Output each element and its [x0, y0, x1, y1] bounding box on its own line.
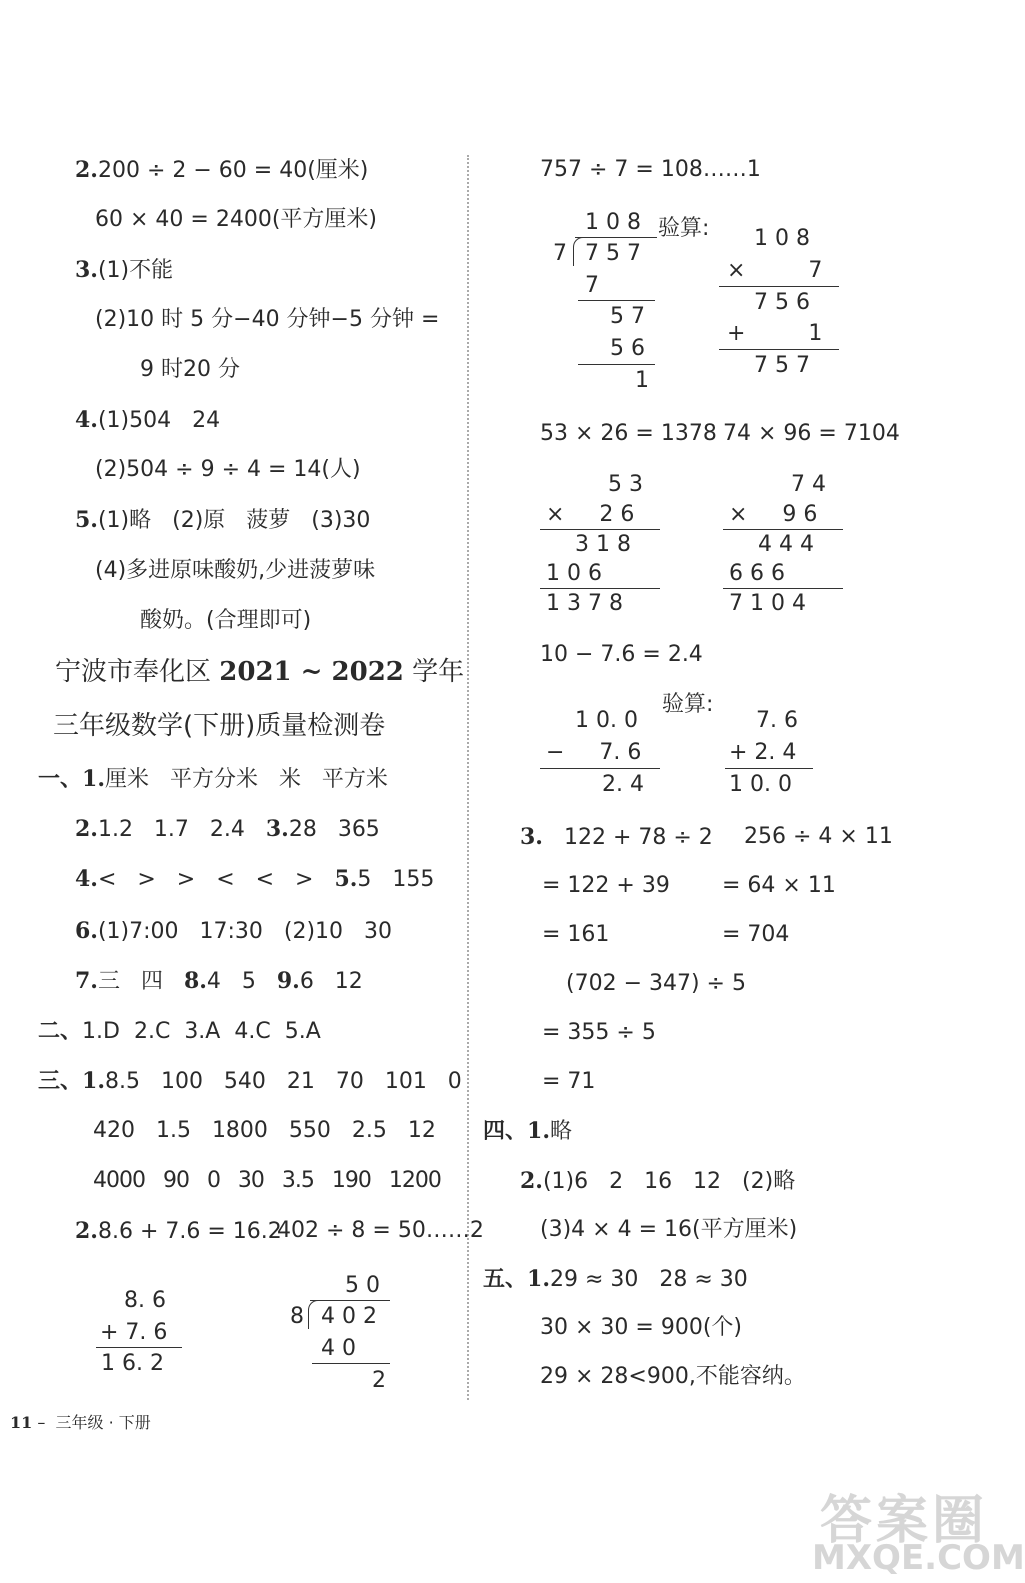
mul2-row2: × 9 6 — [729, 502, 818, 527]
section-1-q6: 6.(1)7:00 17:30 (2)10 30 — [75, 918, 393, 944]
div1-bar — [310, 1300, 390, 1301]
section-1-q7-q9: 7.三 四 8.4 5 9.6 12 — [75, 968, 363, 994]
sub-equation: 10 − 7.6 = 2.4 — [540, 642, 703, 667]
section-3-q1-row3: 4000 90 0 30 3.5 190 1200 — [93, 1168, 441, 1193]
section-1-q1: 一、1.厘米 平方分米 米 平方米 — [38, 766, 388, 792]
sub1-row1: 1 0. 0 — [575, 708, 638, 733]
section-2: 二、1.D 2.C 3.A 4.C 5.A — [38, 1018, 321, 1044]
section-5-q1: 五、1.29 ≈ 30 28 ≈ 30 — [483, 1266, 748, 1292]
calc-1-line1: 3. 122 + 78 ÷ 2 — [520, 824, 713, 850]
mul1-line1 — [540, 529, 660, 530]
add-line — [96, 1347, 182, 1348]
section-4-q2-line2: (3)4 × 4 = 16(平方厘米) — [540, 1217, 798, 1242]
section-1-q4-q5: 4.< > > < < > 5.5 155 — [75, 866, 435, 892]
div1-remainder: 2 — [372, 1368, 386, 1393]
mul2-line2 — [723, 588, 843, 589]
calc-3-line3: = 71 — [542, 1069, 596, 1094]
div2-step2: 5 7 — [610, 304, 645, 329]
answer-2: 2.200 ÷ 2 − 60 = 40(厘米) — [75, 157, 369, 183]
mul-equation-2: 74 × 96 = 7104 — [723, 421, 900, 446]
check2-row1: 1 0 8 — [754, 226, 810, 251]
div1-line — [312, 1363, 390, 1364]
div1-divisor: 8 — [290, 1304, 304, 1329]
section-3-q1-row2: 420 1.5 1800 550 2.5 12 — [93, 1118, 436, 1143]
mul1-line2 — [540, 588, 660, 589]
div2-bar — [575, 237, 657, 238]
div2-quotient: 1 0 8 — [585, 210, 641, 235]
sub1-row3: 2. 4 — [602, 772, 644, 797]
page-footer: 11 – 三年级 · 下册 — [10, 1413, 151, 1432]
section-1-q2-q3: 2.1.2 1.7 2.4 3.28 365 — [75, 816, 380, 842]
answer-2-line2: 60 × 40 = 2400(平方厘米) — [95, 207, 377, 232]
add2-row1: 7. 6 — [756, 708, 798, 733]
mul2-row5: 7 1 0 4 — [729, 591, 806, 616]
mul1-row1: 5 3 — [608, 472, 643, 497]
div2-bracket — [573, 237, 584, 266]
answer-3: 3.(1)不能 — [75, 257, 174, 283]
exam-title-line1: 宁波市奉化区 2021 ~ 2022 学年 — [55, 657, 465, 687]
column-divider — [467, 155, 469, 1400]
section-5-line2: 30 × 30 = 900(个) — [540, 1315, 742, 1340]
div2-step1: 7 — [585, 273, 599, 298]
section-3-q1-row1: 三、1.8.5 100 540 21 70 101 0 — [38, 1068, 462, 1094]
mul1-row5: 1 3 7 8 — [546, 591, 623, 616]
mul1-row3: 3 1 8 — [575, 532, 631, 557]
answer-5-line3: 酸奶。(合理即可) — [140, 608, 312, 633]
check2-line1 — [719, 286, 839, 287]
check2-line2 — [719, 349, 839, 350]
section-3-q2-eq1: 2.8.6 + 7.6 = 16.2 — [75, 1218, 282, 1244]
section-4-q2: 2.(1)6 2 16 12 (2)略 — [520, 1168, 796, 1194]
add-row2: + 7. 6 — [100, 1320, 168, 1345]
page-number: 11 — [10, 1413, 33, 1432]
sub1-row2: − 7. 6 — [546, 740, 642, 765]
answer-4: 4.(1)504 24 — [75, 407, 221, 433]
div2-equation: 757 ÷ 7 = 108……1 — [540, 157, 761, 182]
answer-5-line2: (4)多进原味酸奶,少进菠萝味 — [95, 558, 376, 583]
check2-row5: 7 5 7 — [754, 353, 810, 378]
mul2-line1 — [723, 529, 843, 530]
answer-3-line3: 9 时20 分 — [140, 357, 240, 382]
answer-5: 5.(1)略 (2)原 菠萝 (3)30 — [75, 507, 371, 533]
check2-row4: + 1 — [727, 321, 823, 346]
exam-title-line2: 三年级数学(下册)质量检测卷 — [53, 711, 386, 741]
div1-step1: 4 0 — [321, 1336, 356, 1361]
section-5-line3: 29 × 28<900,不能容纳。 — [540, 1364, 806, 1389]
mul-equation-1: 53 × 26 = 1378 — [540, 421, 717, 446]
div2-dividend: 7 5 7 — [585, 241, 641, 266]
div2-step3: 5 6 — [610, 336, 645, 361]
calc-3-line2: = 355 ÷ 5 — [542, 1020, 656, 1045]
add2-row2: + 2. 4 — [729, 740, 797, 765]
answer-4-line2: (2)504 ÷ 9 ÷ 4 = 14(人) — [95, 457, 361, 482]
mul2-row4: 6 6 6 — [729, 561, 785, 586]
add2-line — [725, 768, 813, 769]
answer-3-line2: (2)10 时 5 分−40 分钟−5 分钟 = — [95, 307, 440, 332]
check2-row3: 7 5 6 — [754, 290, 810, 315]
section-3-q2-eq2: 402 ÷ 8 = 50……2 — [277, 1218, 484, 1243]
calc-2-line2: = 64 × 11 — [722, 873, 836, 898]
div1-dividend: 4 0 2 — [321, 1304, 377, 1329]
watermark-url: MXQE.COM — [812, 1538, 1025, 1578]
calc-2-line1: 256 ÷ 4 × 11 — [744, 824, 893, 849]
div2-line1 — [578, 300, 655, 301]
mul1-row2: × 2 6 — [546, 502, 635, 527]
div1-bracket — [308, 1300, 319, 1329]
mul1-row4: 1 0 6 — [546, 561, 602, 586]
watermark-logo: 答案圈 — [820, 1491, 989, 1551]
calc-2-line3: = 704 — [722, 922, 790, 947]
calc-3-line1: (702 − 347) ÷ 5 — [566, 971, 746, 996]
div2-divisor: 7 — [553, 241, 567, 266]
section-4-q1: 四、1.略 — [483, 1118, 572, 1144]
check-label-1: 验算: — [658, 216, 710, 241]
calc-1-line3: = 161 — [542, 922, 610, 947]
add-row3: 1 6. 2 — [101, 1351, 164, 1376]
div1-quotient: 5 0 — [345, 1273, 380, 1298]
div2-line2 — [578, 364, 655, 365]
calc-1-line2: = 122 + 39 — [542, 873, 670, 898]
check-label-2: 验算: — [662, 692, 714, 717]
div2-remainder: 1 — [635, 368, 649, 393]
check2-row2: × 7 — [727, 258, 823, 283]
mul2-row1: 7 4 — [791, 472, 826, 497]
add2-row3: 1 0. 0 — [729, 772, 792, 797]
add-row1: 8. 6 — [124, 1288, 166, 1313]
sub1-line — [540, 768, 660, 769]
mul2-row3: 4 4 4 — [758, 532, 814, 557]
